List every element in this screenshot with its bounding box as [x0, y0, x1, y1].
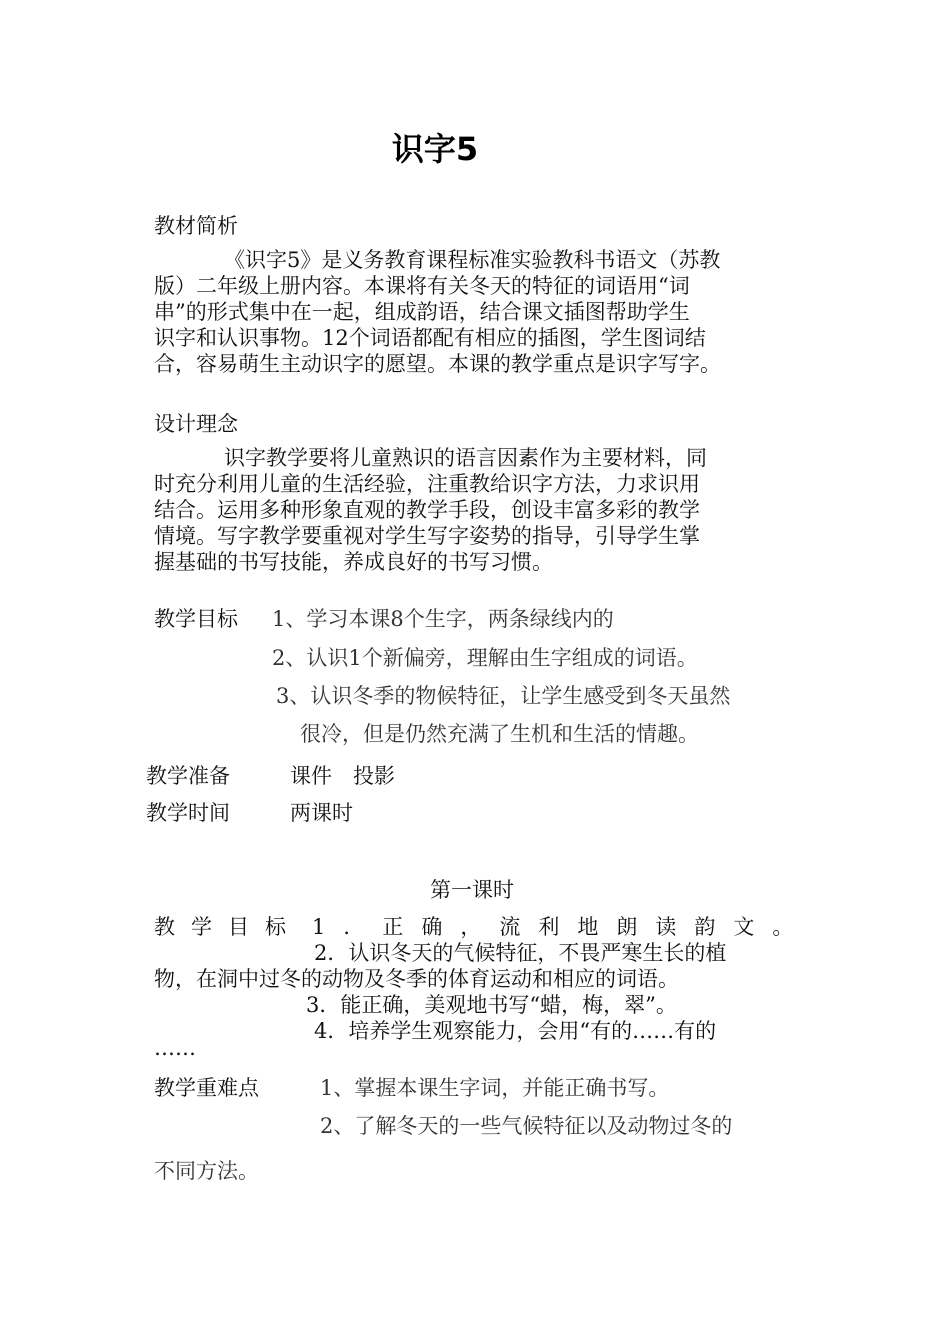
concept-heading: 设计理念: [154, 412, 238, 436]
analysis-line-1: 《识字5》是义务教育课程标准实验教科书语文（苏教: [224, 248, 721, 272]
concept-line-5: 握基础的书写技能，养成良好的书写习惯。: [154, 550, 553, 574]
lesson1-goal-3: 3．能正确，美观地书写“蜡，梅，翠”。: [306, 993, 677, 1017]
lesson1-goal-4b: ……: [154, 1036, 196, 1060]
time-value: 两课时: [290, 801, 353, 825]
lesson1-key-label: 教学重难点: [154, 1076, 259, 1100]
goal-item-4: 很冷，但是仍然充满了生机和生活的情趣。: [300, 722, 699, 746]
concept-line-2: 时充分利用儿童的生活经验，注重教给识字方法，力求识用: [154, 472, 700, 496]
lesson1-goals-label: 教学目标: [154, 915, 302, 939]
analysis-line-4: 识字和认识事物。12个词语都配有相应的插图，学生图词结: [154, 326, 706, 350]
concept-line-3: 结合。运用多种形象直观的教学手段，创设丰富多彩的教学: [154, 498, 700, 522]
lesson1-key-2b: 不同方法。: [154, 1159, 259, 1183]
prep-value: 课件 投影: [290, 764, 395, 788]
goal-item-2: 2、认识1个新偏旁，理解由生字组成的词语。: [272, 646, 698, 670]
goal-item-1: 1、学习本课8个生字，两条绿线内的: [272, 607, 614, 631]
lesson1-key-1: 1、掌握本课生字词，并能正确书写。: [320, 1076, 670, 1100]
lesson1-heading: 第一课时: [430, 878, 514, 902]
concept-line-4: 情境。写字教学要重视对学生写字姿势的指导，引导学生掌: [154, 524, 700, 548]
lesson1-goal-2a: 2．认识冬天的气候特征，不畏严寒生长的植: [314, 941, 727, 965]
lesson1-goal-1: 1．正确，流利地朗读韵文。: [312, 915, 812, 939]
lesson1-goal-4a: 4．培养学生观察能力，会用“有的……有的: [314, 1019, 717, 1043]
prep-label: 教学准备: [146, 764, 230, 788]
time-label: 教学时间: [146, 801, 230, 825]
analysis-line-2: 版）二年级上册内容。本课将有关冬天的特征的词语用“词: [154, 274, 690, 298]
goal-item-3: 3、认识冬季的物候特征，让学生感受到冬天虽然: [276, 684, 731, 708]
page-title: 识字5: [391, 130, 479, 168]
lesson1-goal-2b: 物，在洞中过冬的动物及冬季的体育运动和相应的词语。: [154, 967, 679, 991]
concept-line-1: 识字教学要将儿童熟识的语言因素作为主要材料，同: [224, 446, 707, 470]
goals-heading: 教学目标: [154, 607, 238, 631]
analysis-line-3: 串”的形式集中在一起，组成韵语，结合课文插图帮助学生: [154, 300, 690, 324]
analysis-heading: 教材简析: [154, 214, 238, 238]
lesson1-key-2a: 2、了解冬天的一些气候特征以及动物过冬的: [320, 1114, 733, 1138]
analysis-line-5: 合，容易萌生主动识字的愿望。本课的教学重点是识字写字。: [154, 352, 721, 376]
